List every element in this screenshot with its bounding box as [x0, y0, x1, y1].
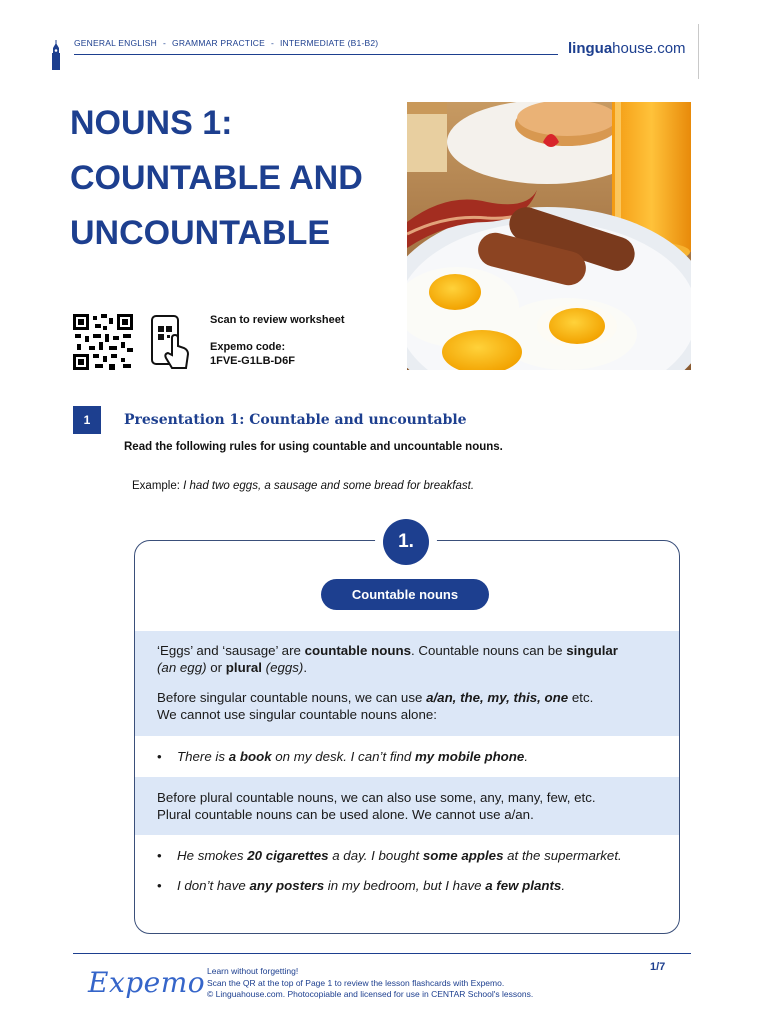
example-bullet [157, 847, 657, 864]
page-number: 1/7 [650, 961, 666, 973]
phone-scan-icon [150, 314, 190, 372]
breadcrumb-separator: - [270, 38, 274, 48]
footer-divider [73, 953, 691, 954]
text-run: etc. [568, 690, 594, 705]
example-label: Example: [132, 480, 180, 492]
text-run: countable nouns [304, 643, 411, 658]
text-run: (eggs) [265, 660, 304, 675]
title-line: COUNTABLE AND [70, 159, 363, 197]
text-run: 20 cigarettes [247, 848, 329, 863]
example-bullet [157, 748, 657, 765]
breadcrumb [74, 38, 378, 48]
brand-bold: lingua [568, 40, 613, 57]
page-header [50, 36, 700, 66]
text-run: Plural countable nouns can be used alone. We cannot use a/an. [157, 807, 534, 822]
text-run: Before plural countable nouns, we can also use some, any, many, few, etc. [157, 790, 596, 805]
bullet-dot: • [157, 878, 162, 893]
example-bullet [157, 877, 657, 894]
rule-paragraph [157, 789, 657, 823]
text-run: Before singular countable nouns, we can use [157, 690, 427, 705]
text-run: We cannot use singular countable nouns alone: [157, 707, 437, 722]
text-run: some apples [422, 848, 504, 863]
expemo-code: 1FVE-G1LB-D6F [210, 355, 295, 367]
bullet-dot: • [157, 749, 162, 764]
text-run: (an egg) [157, 660, 207, 675]
text-run: ‘Eggs’ and ‘sausage’ are [157, 643, 305, 658]
breadcrumb-item: INTERMEDIATE (B1-B2) [280, 38, 379, 48]
header-vertical-rule [698, 24, 699, 79]
text-run: or [206, 660, 226, 675]
qr-code-icon [73, 314, 133, 370]
text-run: He smokes [177, 848, 248, 863]
title-line: NOUNS 1: [70, 104, 233, 142]
rule-paragraph [157, 689, 657, 723]
breadcrumb-item: GENERAL ENGLISH [74, 38, 157, 48]
section-instruction: Read the following rules for using countable and uncountable nouns. [124, 441, 503, 453]
text-run: a day. I bought [328, 848, 423, 863]
example-text: I had two eggs, a sausage and some bread for breakfast. [183, 480, 475, 492]
footer-line: Learn without forgetting! [207, 966, 299, 976]
text-run: at the supermarket. [503, 848, 622, 863]
text-run: . Countable nouns can be [410, 643, 567, 658]
footer-line: Scan the QR at the top of Page 1 to review the lesson flashcards with Expemo. [207, 977, 505, 988]
footer-line: © Linguahouse.com. Photocopiable and licensed for use in CENTAR School's lessons. [207, 989, 534, 999]
title-line: UNCOUNTABLE [70, 214, 331, 252]
text-run: a few plants [485, 878, 562, 893]
rule-paragraph [157, 642, 657, 676]
text-run: singular [566, 643, 618, 658]
rule-card [134, 540, 680, 934]
bullet-dot: • [157, 848, 162, 863]
section-title: Presentation 1: Countable and uncountable [124, 412, 467, 428]
scan-label: Scan to review worksheet [210, 314, 345, 326]
breakfast-photo [407, 102, 691, 370]
scan-info [210, 313, 345, 368]
text-run: I don’t have [177, 878, 250, 893]
text-run: a book [228, 749, 272, 764]
text-run: on my desk. I can’t find [271, 749, 415, 764]
breadcrumb-separator: - [163, 38, 167, 48]
text-run: . [303, 660, 308, 675]
expemo-logo: Expemo [88, 966, 206, 999]
text-run: in my bedroom, but I have [324, 878, 486, 893]
text-run: plural [225, 660, 262, 675]
text-run: . [561, 878, 566, 893]
text-run: my mobile phone [414, 749, 525, 764]
card-number-badge: 1. [383, 519, 429, 565]
card-heading-pill: Countable nouns [321, 579, 489, 610]
header-divider [74, 54, 558, 55]
text-run: a/an, the, my, this, one [426, 690, 569, 705]
breadcrumb-item: GRAMMAR PRACTICE [172, 38, 265, 48]
brand-rest: house.com [612, 40, 686, 57]
page-title [70, 96, 400, 261]
brand-logo [568, 40, 686, 57]
expemo-code-label: Expemo code: [210, 341, 286, 353]
text-run: any posters [249, 878, 325, 893]
section-number-badge: 1 [73, 406, 101, 434]
text-run: There is [177, 749, 229, 764]
big-ben-icon [50, 40, 62, 70]
text-run: . [524, 749, 529, 764]
example-sentence [132, 480, 474, 492]
footer-text [207, 966, 533, 1001]
